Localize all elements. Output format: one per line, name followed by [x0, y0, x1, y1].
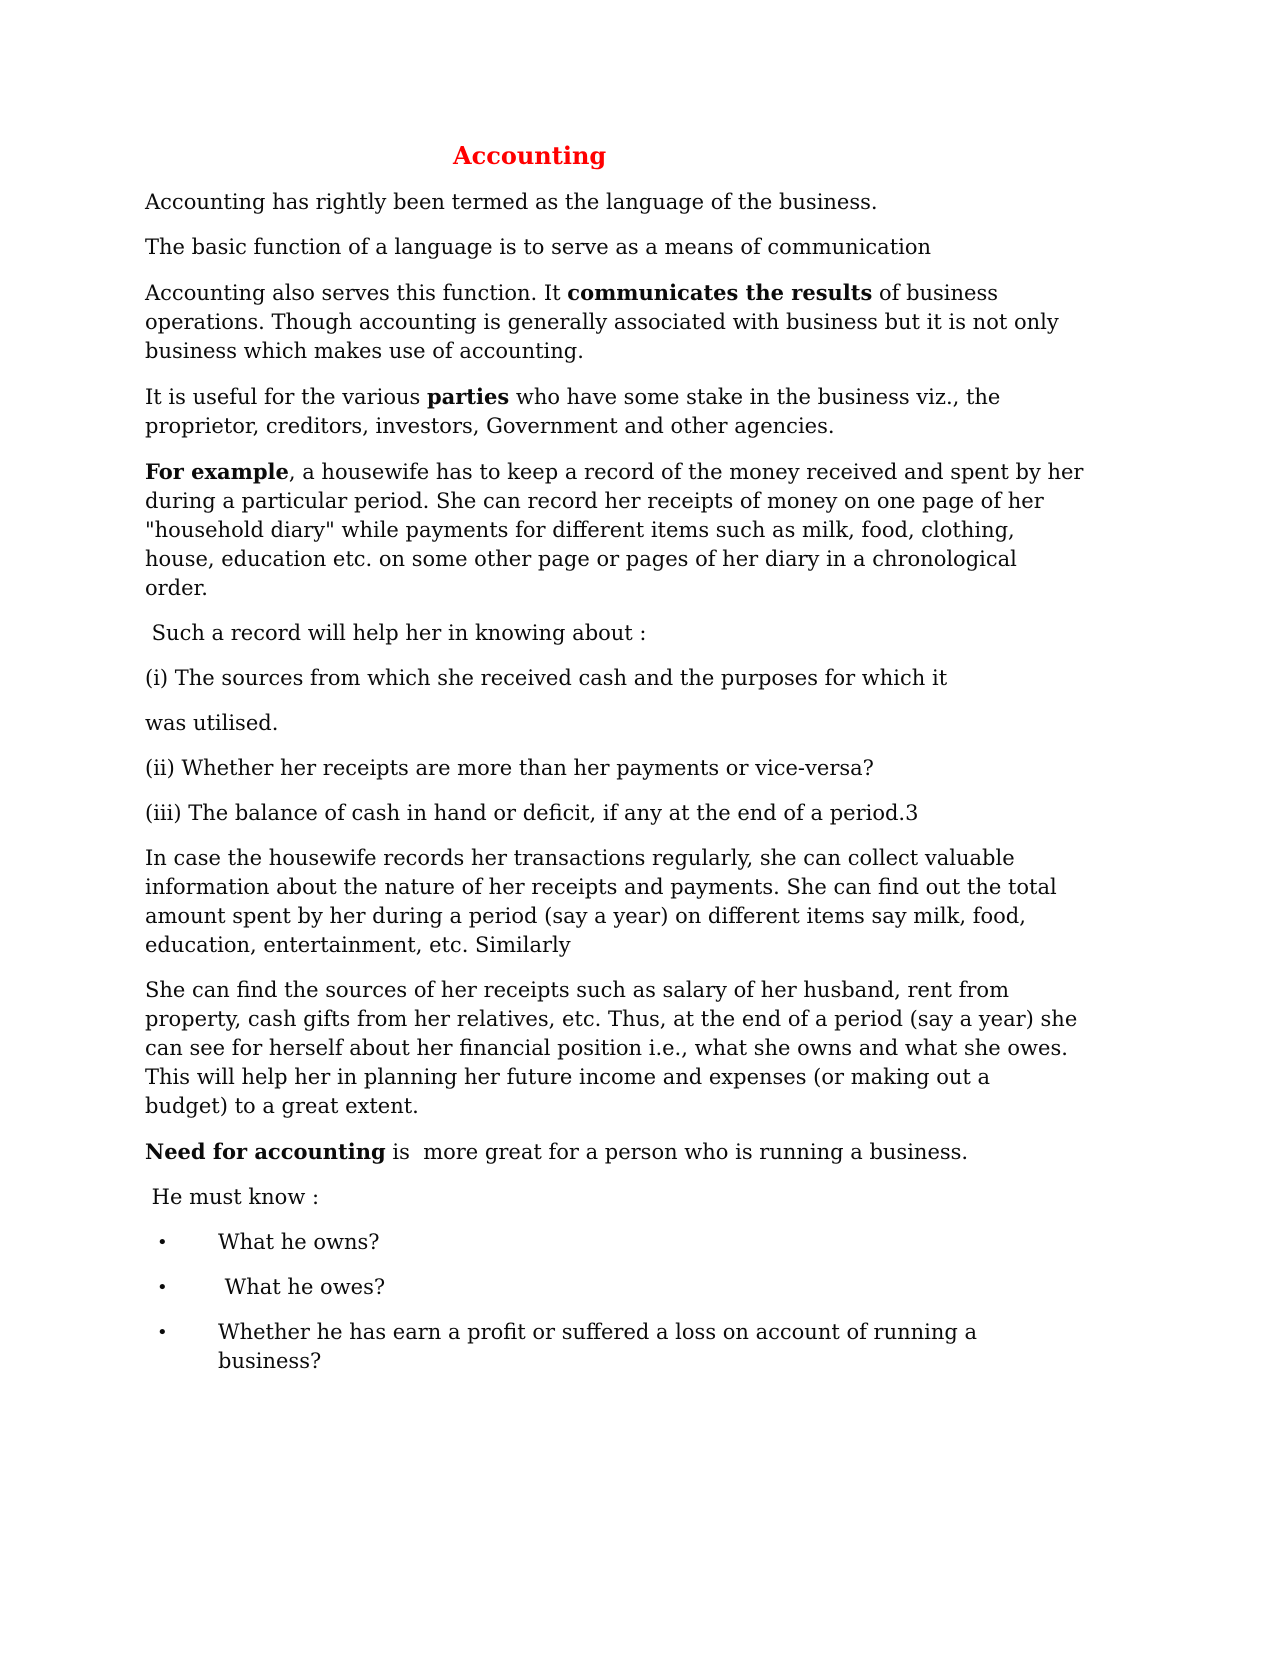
paragraph	[145, 709, 1180, 738]
text-line	[145, 412, 1180, 441]
text-line	[145, 516, 1180, 545]
text-line	[145, 1005, 1180, 1034]
text-run: can see for herself about her financial position i.e., what she owns and what she owes.	[145, 1036, 1068, 1060]
text-line	[145, 574, 1180, 603]
text-run: during a particular period. She can record her receipts of money on one page of her	[145, 489, 1044, 513]
text-run: This will help her in planning her future income and expenses (or making out a	[145, 1065, 991, 1089]
text-run: business which makes use of accounting.	[145, 339, 584, 363]
text-run: operations. Though accounting is generally associated with business but it is not only	[145, 310, 1059, 334]
text-run: She can find the sources of her receipts such as salary of her husband, rent from	[145, 978, 1009, 1002]
text-run: It is useful for the various	[145, 385, 427, 409]
text-run: Accounting has rightly been termed as the language of the business.	[145, 190, 878, 214]
text-line	[145, 188, 1180, 217]
text-line	[145, 457, 1180, 487]
text-line	[145, 1034, 1180, 1063]
text-run: information about the nature of her receipts and payments. She can find out the total	[145, 875, 1057, 899]
text-run: who have some stake in the business viz., the	[509, 385, 1001, 409]
bullet-item	[145, 1318, 1180, 1376]
text-line	[145, 754, 1180, 783]
paragraph	[145, 664, 1180, 693]
bullet-text	[218, 1318, 1180, 1376]
text-run: The basic function of a language is to serve as a means of communication	[145, 235, 932, 259]
paragraph	[145, 188, 1180, 217]
text-run: education, entertainment, etc. Similarly	[145, 933, 571, 957]
bullet-icon: •	[157, 1322, 168, 1343]
bullet-text	[218, 1228, 1180, 1257]
text-run: (i) The sources from which she received cash and the purposes for which it	[145, 666, 948, 690]
paragraph	[145, 844, 1180, 960]
text-line	[145, 976, 1180, 1005]
text-line	[145, 278, 1180, 308]
text-run: (ii) Whether her receipts are more than her payments or vice-versa?	[145, 756, 874, 780]
text-run: Whether he has earn a profit or suffered a loss on account of running a	[218, 1320, 978, 1344]
text-run: order.	[145, 576, 208, 600]
paragraph	[145, 754, 1180, 783]
text-line	[145, 799, 1180, 828]
bold-text-run: communicates the results	[567, 280, 873, 305]
paragraph	[145, 1183, 1180, 1212]
text-run: house, education etc. on some other page or pages of her diary in a chronological	[145, 547, 1017, 571]
text-run: business?	[218, 1349, 322, 1373]
text-run: property, cash gifts from her relatives, etc. Thus, at the end of a period (say a year) she	[145, 1007, 1078, 1031]
text-run: , a housewife has to keep a record of the money received and spent by her	[288, 460, 1084, 484]
text-run: In case the housewife records her transactions regularly, she can collect valuable	[145, 846, 1015, 870]
text-run: "household diary" while payments for different items such as milk, food, clothing,	[145, 518, 1015, 542]
text-line	[145, 1063, 1180, 1092]
text-line	[145, 308, 1180, 337]
text-line	[145, 382, 1180, 412]
text-line	[145, 844, 1180, 873]
bold-text-run: For example	[145, 459, 289, 484]
bold-text-run: Need for accounting	[145, 1139, 386, 1164]
text-run: proprietor, creditors, investors, Government and other agencies.	[145, 414, 835, 438]
paragraph	[145, 457, 1180, 603]
text-line	[145, 619, 1180, 648]
text-run: was utilised.	[145, 711, 279, 735]
text-line	[218, 1318, 1180, 1347]
text-line	[218, 1228, 1180, 1257]
document-body	[145, 188, 1180, 1376]
paragraph	[145, 278, 1180, 366]
paragraph	[145, 233, 1180, 262]
text-line	[145, 1092, 1180, 1121]
text-run: budget) to a great extent.	[145, 1094, 419, 1118]
bullet-item	[145, 1228, 1180, 1257]
text-line	[145, 337, 1180, 366]
text-run: What he owns?	[218, 1230, 380, 1254]
text-line	[145, 1183, 1180, 1212]
text-run: Accounting also serves this function. It	[145, 281, 568, 305]
text-line	[218, 1347, 1180, 1376]
bullet-text	[218, 1273, 1180, 1302]
bullet-item	[145, 1273, 1180, 1302]
paragraph	[145, 382, 1180, 441]
paragraph	[145, 976, 1180, 1121]
text-line	[145, 902, 1180, 931]
text-line	[145, 545, 1180, 574]
text-line	[145, 233, 1180, 262]
text-run: amount spent by her during a period (say a year) on different items say milk, food,	[145, 904, 1026, 928]
text-line	[145, 487, 1180, 516]
text-line	[145, 873, 1180, 902]
text-line	[145, 931, 1180, 960]
bullet-icon: •	[157, 1277, 168, 1298]
document-title: Accounting	[453, 141, 607, 170]
text-line	[218, 1273, 1180, 1302]
text-run: (iii) The balance of cash in hand or deficit, if any at the end of a period.3	[145, 801, 919, 825]
text-run: Such a record will help her in knowing about :	[145, 621, 647, 645]
text-line	[145, 709, 1180, 738]
text-run: of business	[872, 281, 999, 305]
paragraph	[145, 1137, 1180, 1167]
paragraph	[145, 799, 1180, 828]
text-run: is more great for a person who is running a business.	[385, 1140, 969, 1164]
text-line	[145, 664, 1180, 693]
text-line	[145, 1137, 1180, 1167]
bold-text-run: parties	[426, 384, 510, 409]
text-run: He must know :	[145, 1185, 320, 1209]
text-run: What he owes?	[218, 1275, 386, 1299]
paragraph	[145, 619, 1180, 648]
bullet-icon: •	[157, 1232, 168, 1253]
